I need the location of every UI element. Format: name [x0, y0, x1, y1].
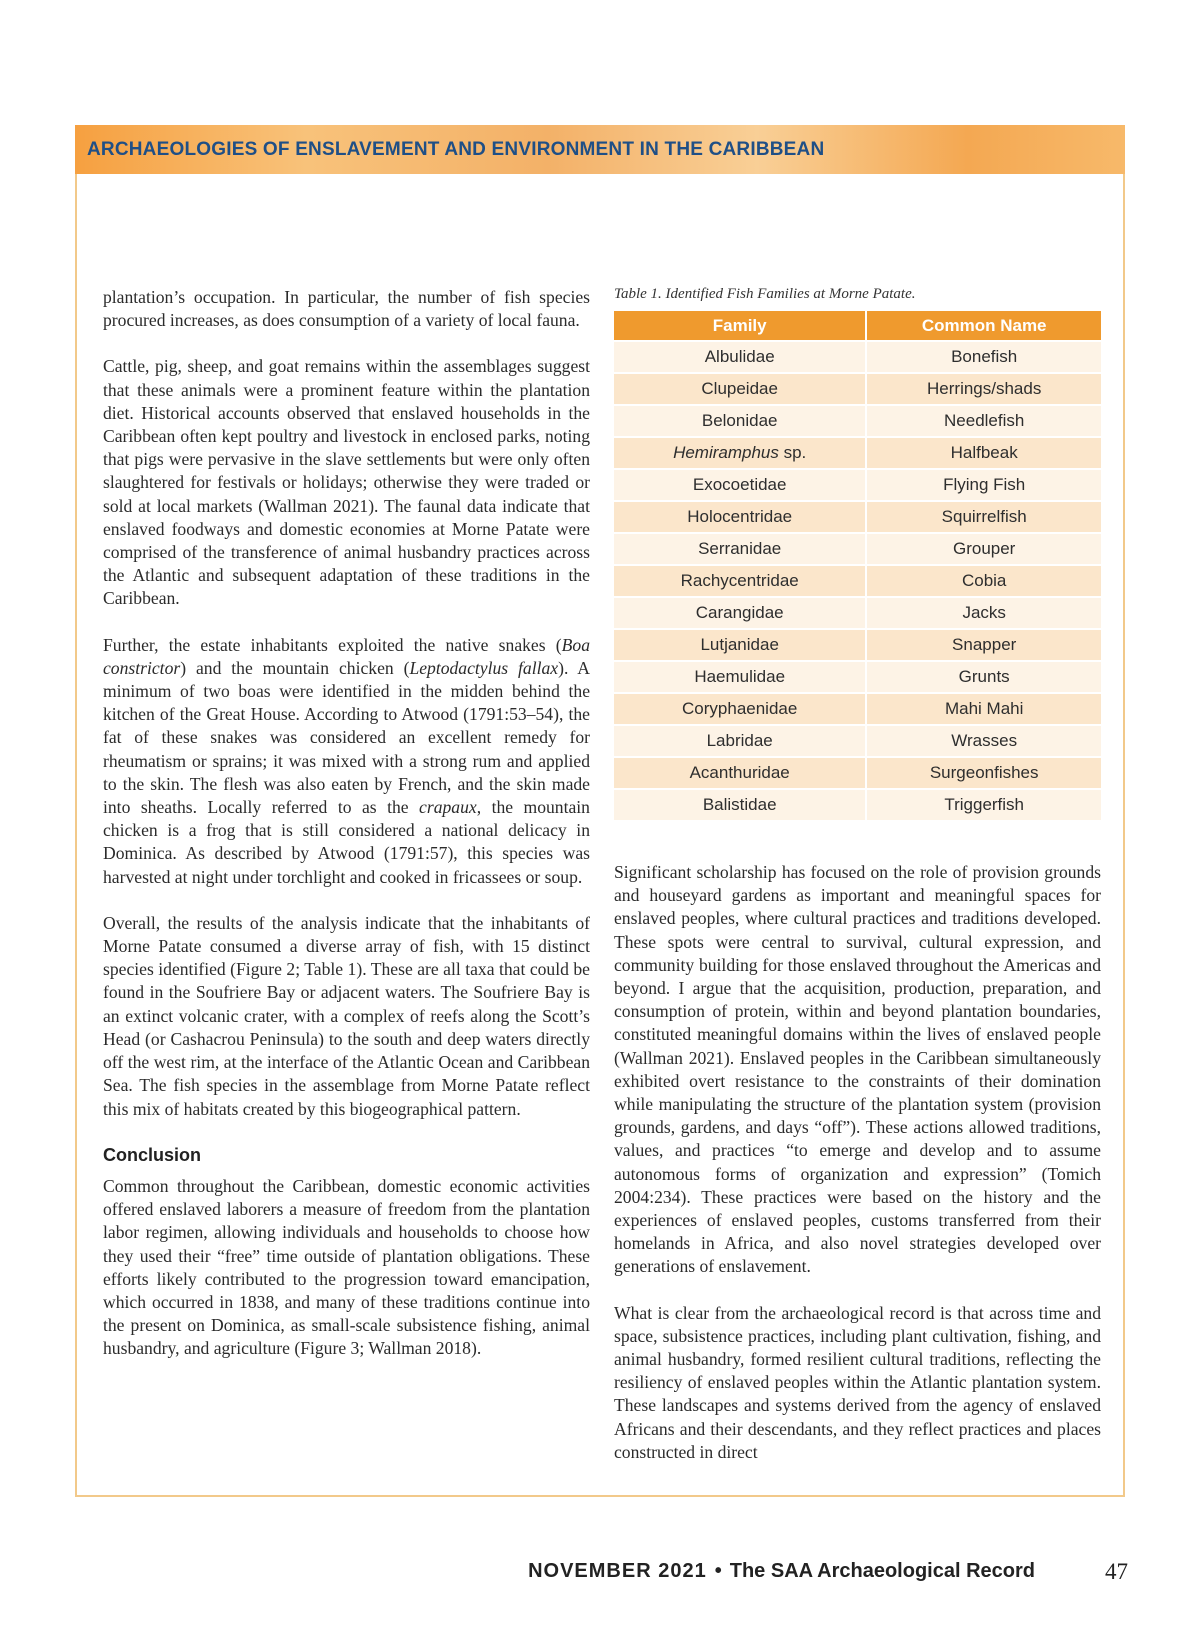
common-name-cell: Halfbeak: [867, 438, 1101, 468]
footer: [528, 1560, 1035, 1583]
fish-table-block: [614, 286, 1101, 822]
common-name-cell: Flying Fish: [867, 470, 1101, 500]
paragraph: Cattle, pig, sheep, and goat remains within the assemblages suggest that these animals were a prominent feature within the plantation diet. Historical accounts observed that enslaved households in the Caribbean often kept poultry and livestock in enclosed parks, noting that pigs were pervasive in the slave settlements but were only often slaughtered for festivals or holidays; otherwise they were traded or sold at local markets (Wallman 2021). The faunal data indicate that enslaved foodways and domestic economies at Morne Patate were comprised of the transference of animal husbandry practices across the Atlantic and subsequent adaptation of these traditions in the Caribbean.: [103, 356, 590, 609]
common-name-cell: Needlefish: [867, 406, 1101, 436]
family-cell: Albulidae: [614, 342, 867, 372]
paragraph: Overall, the results of the analysis indicate that the inhabitants of Morne Patate consumed a diverse array of fish, with 15 distinct species identified (Figure 2; Table 1). These are all taxa that could be found in the Soufriere Bay or adjacent waters. The Soufriere Bay is an extinct volcanic crater, with a complex of reefs along the Scott’s Head (or Cashacrou Peninsula) to the south and deep waters directly off the west rim, at the interface of the Atlantic Ocean and Caribbean Sea. The fish species in the assemblage from Morne Patate reflect this mix of habitats created by this biogeographical pattern.: [103, 912, 590, 1119]
family-cell: Acanthuridae: [614, 758, 867, 788]
table-row: [614, 406, 1101, 436]
section-banner: [75, 125, 1125, 174]
fish-families-table: [614, 309, 1101, 822]
family-cell: Carangidae: [614, 598, 867, 628]
table-row: [614, 630, 1101, 660]
common-name-cell: Grouper: [867, 534, 1101, 564]
section-title: ARCHAEOLOGIES OF ENSLAVEMENT AND ENVIRONMENT IN THE CARIBBEAN: [87, 139, 825, 160]
family-cell: Balistidae: [614, 790, 867, 820]
common-name-cell: Grunts: [867, 662, 1101, 692]
family-cell: Labridae: [614, 726, 867, 756]
paragraph: What is clear from the archaeological record is that across time and space, subsistence practices, including plant cultivation, fishing, and animal husbandry, formed resilient cultural traditions, reflecting the resiliency of enslaved peoples within the Atlantic plantation system. These landscapes and systems derived from the agency of enslaved Africans and their descendants, and they reflect practices and places constructed in direct: [614, 1302, 1101, 1462]
paragraph: Common throughout the Caribbean, domestic economic activities offered enslaved laborers a measure of freedom from the plantation labor regimen, allowing individuals and households to choose how they used their “free” time outside of plantation obligations. These efforts likely contributed to the progression toward emancipation, which occurred in 1838, and many of these traditions continue into the present on Dominica, as small-scale subsistence fishing, animal husbandry, and agriculture (Figure 3; Wallman 2018).: [103, 1175, 590, 1359]
table-header-row: [614, 311, 1101, 340]
family-cell: Belonidae: [614, 406, 867, 436]
family-cell: Haemulidae: [614, 662, 867, 692]
table-row: [614, 726, 1101, 756]
common-name-cell: Jacks: [867, 598, 1101, 628]
family-cell: Exocoetidae: [614, 470, 867, 500]
table-row: [614, 438, 1101, 468]
table-row: [614, 470, 1101, 500]
table-row: [614, 502, 1101, 532]
family-cell: Hemiramphus sp.: [614, 438, 867, 468]
common-name-cell: Cobia: [867, 566, 1101, 596]
common-name-cell: Squirrelfish: [867, 502, 1101, 532]
table-row: [614, 694, 1101, 724]
common-name-cell: Mahi Mahi: [867, 694, 1101, 724]
table-row: [614, 662, 1101, 692]
family-cell: Holocentridae: [614, 502, 867, 532]
family-cell: Serranidae: [614, 534, 867, 564]
common-name-cell: Surgeonfishes: [867, 758, 1101, 788]
family-cell: Rachycentridae: [614, 566, 867, 596]
table-caption: Table 1. Identified Fish Families at Morne Patate.: [614, 286, 916, 302]
family-cell: Lutjanidae: [614, 630, 867, 660]
paragraph: Significant scholarship has focused on the role of provision grounds and houseyard gardens as important and meaningful spaces for enslaved peoples, where cultural practices and traditions developed. These spots were central to survival, cultural expression, and community building for those enslaved throughout the Americas and beyond. I argue that the acquisition, production, preparation, and consumption of protein, within and beyond plantation boundaries, constituted meaningful domains within the lives of enslaved people (Wallman 2021). Enslaved peoples in the Caribbean simultaneously exhibited overt resistance to the constraints of their domination while manipulating the structure of the plantation system (provision grounds, gardens, and days “off”). These actions allowed traditions, values, and practices “to emerge and develop and to assume autonomous forms of organization and expression” (Tomich 2004:234). These practices were based on the history and the experiences of enslaved peoples, customs transferred from their homelands in Africa, and also novel strategies developed over generations of enslavement.: [614, 862, 1101, 1277]
issue-date: NOVEMBER 2021: [528, 1560, 707, 1582]
table-row: [614, 566, 1101, 596]
family-cell: Coryphaenidae: [614, 694, 867, 724]
paragraph: Further, the estate inhabitants exploited the native snakes (Boa constrictor) and the mountain chicken (Leptodactylus fallax). A minimum of two boas were identified in the midden behind the kitchen of the Great House. According to Atwood (1791:53–54), the fat of these snakes was considered an excellent remedy for rheumatism or sprains; it was mixed with a strong rum and applied to the skin. The flesh was also eaten by French, and the skin made into sheaths. Locally referred to as the crapaux, the mountain chicken is a frog that is still considered a national delicacy in Dominica. As described by Atwood (1791:57), this species was harvested at night under torchlight and cooked in fricassees or soup.: [103, 634, 590, 887]
table-row: [614, 342, 1101, 372]
table-row: [614, 758, 1101, 788]
column-header-family: Family: [614, 311, 867, 340]
left-column: [103, 286, 590, 1384]
common-name-cell: Snapper: [867, 630, 1101, 660]
common-name-cell: Bonefish: [867, 342, 1101, 372]
column-header-common-name: Common Name: [867, 311, 1101, 340]
table-row: [614, 790, 1101, 820]
footer-bullet: •: [714, 1560, 722, 1582]
table-row: [614, 598, 1101, 628]
right-column: [614, 861, 1101, 1487]
conclusion-heading: Conclusion: [103, 1144, 201, 1165]
page-number: 47: [1105, 1559, 1128, 1584]
family-cell: Clupeidae: [614, 374, 867, 404]
table-row: [614, 374, 1101, 404]
table-row: [614, 534, 1101, 564]
paragraph: plantation’s occupation. In particular, the number of fish species procured increases, as does consumption of a variety of local fauna.: [103, 287, 590, 331]
common-name-cell: Triggerfish: [867, 790, 1101, 820]
publication-name: The SAA Archaeological Record: [729, 1560, 1035, 1582]
common-name-cell: Herrings/shads: [867, 374, 1101, 404]
common-name-cell: Wrasses: [867, 726, 1101, 756]
